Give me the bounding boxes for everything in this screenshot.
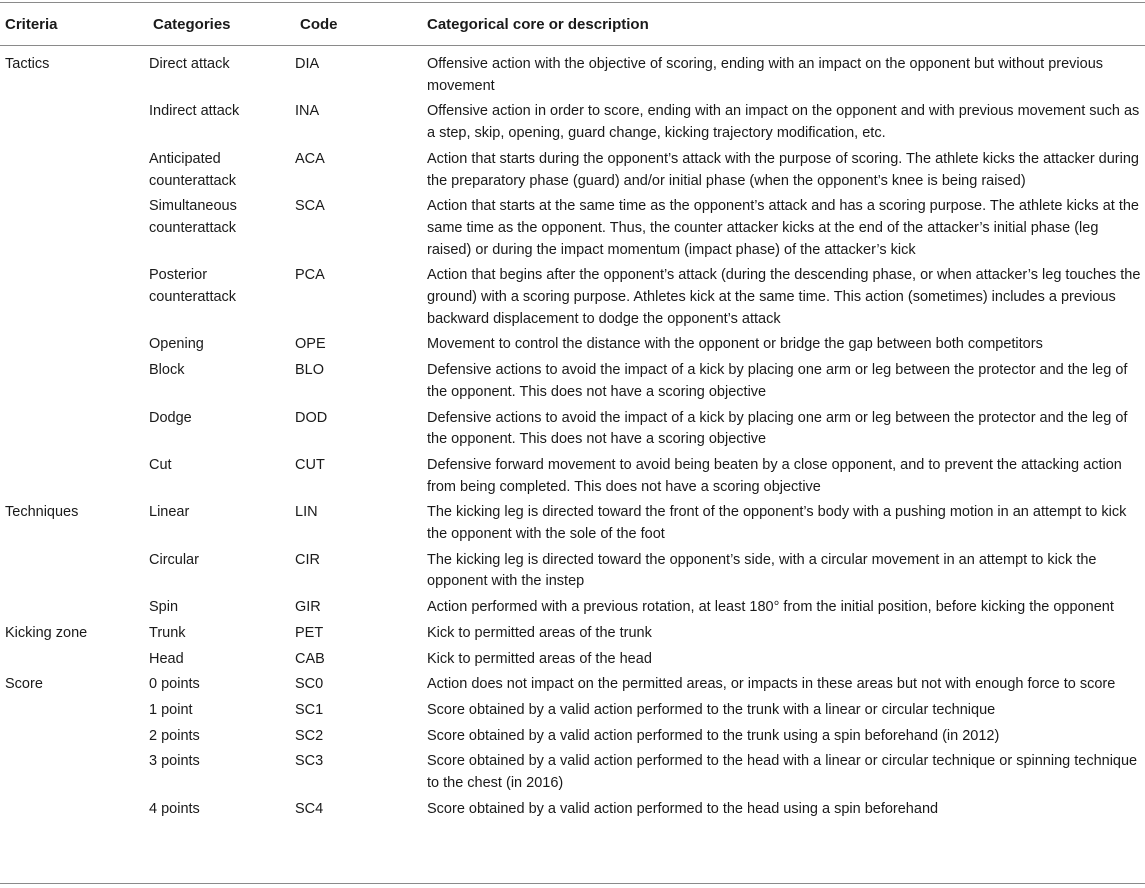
description-cell: Kick to permitted areas of the trunk [427,624,652,641]
code-cell: SC0 [295,676,324,693]
code-cell: OPE [295,336,326,353]
table-row [0,619,1145,645]
table-row [0,696,1145,722]
code-cell: INA [295,103,320,120]
description-cell: Defensive forward movement to avoid being beaten by a close opponent, and to prevent the attacking action from being completed. This does not have a scoring objective [427,456,1122,495]
criteria-table [0,3,1145,821]
description-cell: Action that starts at the same time as the opponent’s attack and has a scoring purpose. The athlete kicks at the same time as the opponent. Thus, the counter attacker kicks at the end of the attacker’s initial phase (leg raised) or during the impact momentum (impact phase) of the attacker’s kick [427,198,1139,258]
header-categories: Categories [153,15,231,33]
criteria-cell [0,356,148,403]
criteria-cell [0,795,148,821]
category-cell: 0 points [149,676,200,693]
table-row [0,356,1145,403]
bottom-rule [0,883,1145,884]
code-cell: CUT [295,456,325,473]
category-cell: 3 points [149,753,200,770]
category-cell: Cut [149,456,172,473]
category-cell [148,97,295,144]
table-row [0,192,1145,261]
code-cell: PET [295,624,324,641]
description-cell: Action does not impact on the permitted areas, or impacts in these areas but not with enough force to score [427,676,1116,693]
header-row [0,3,1145,45]
code-cell: SC2 [295,727,324,744]
description-cell: Score obtained by a valid action performed to the trunk with a linear or circular technique [427,701,996,718]
criteria-cell [0,645,148,671]
code-cell: GIR [295,599,321,616]
category-label: Anticipated counterattack [149,150,237,189]
category-cell: Linear [149,504,190,521]
criteria-cell: Score [5,676,43,693]
table-body [0,45,1145,821]
code-cell: PCA [295,267,325,284]
header-code: Code [300,15,338,33]
code-cell: SCA [295,198,325,215]
description-cell: Score obtained by a valid action performed to the head with a linear or circular technique or spinning technique to the chest (in 2016) [427,753,1138,792]
category-cell: Dodge [149,409,192,426]
category-cell: 1 point [149,701,193,718]
criteria-cell [0,97,148,144]
description-cell: Action that begins after the opponent’s attack (during the descending phase, or when attacker’s leg touches the ground) with a scoring purpose. Athletes kick at the same time. This action (sometimes) includes a previous backward displacement to dodge the opponent’s attack [427,267,1141,327]
code-cell: CIR [295,551,320,568]
table-row [0,261,1145,330]
category-cell: Trunk [149,624,186,641]
code-cell: LIN [295,504,318,521]
code-cell: CAB [295,650,325,667]
criteria-cell [0,451,148,498]
criteria-cell [0,593,148,619]
code-cell: SC1 [295,701,324,718]
table-row [0,645,1145,671]
description-cell: The kicking leg is directed toward the opponent’s side, with a circular movement in an attempt to kick the opponent with the instep [427,551,1097,590]
table-row [0,722,1145,748]
code-cell: SC3 [295,753,324,770]
description-cell: Defensive actions to avoid the impact of a kick by placing one arm or leg between the protector and the leg of the opponent. This does not have a scoring objective [427,409,1128,448]
description-cell: Movement to control the distance with the opponent or bridge the gap between both competitors [427,336,1043,353]
description-cell: Action performed with a previous rotation, at least 180° from the initial position, before kicking the opponent [427,599,1114,616]
criteria-cell [0,145,148,192]
criteria-cell [0,722,148,748]
description-cell: Kick to permitted areas of the head [427,650,652,667]
category-label: Indirect attack [149,103,240,120]
header-description: Categorical core or description [427,15,649,33]
header-criteria: Criteria [5,15,58,33]
table-row [0,330,1145,356]
code-cell: DIA [295,56,320,72]
criteria-cell: Tactics [5,56,50,72]
category-cell: 4 points [149,800,200,817]
category-cell: Opening [149,336,204,353]
criteria-cell: Kicking zone [5,624,88,641]
criteria-cell [0,192,148,261]
table-row [0,404,1145,451]
description-cell: Defensive actions to avoid the impact of a kick by placing one arm or leg between the protector and the leg of the opponent. This does not have a scoring objective [427,362,1128,400]
category-cell [148,145,295,192]
table-row [0,498,1145,545]
category-cell: 2 points [149,727,200,744]
criteria-cell [0,747,148,794]
criteria-cell [0,696,148,722]
description-cell: Score obtained by a valid action performed to the trunk using a spin beforehand (in 2012) [427,727,1000,744]
table-row [0,795,1145,821]
description-cell: Offensive action in order to score, ending with an impact on the opponent and with previous movement such as a step, skip, opening, guard change, kicking trajectory modification, etc. [427,103,1140,142]
criteria-cell [0,404,148,451]
category-cell [148,45,295,97]
criteria-cell [0,261,148,330]
table-row [0,593,1145,619]
table-row [0,451,1145,498]
table-row [0,45,1145,97]
description-cell: Offensive action with the objective of scoring, ending with an impact on the opponent but without previous movement [427,56,1104,94]
category-cell: Block [149,362,185,379]
category-label: Posterior counterattack [149,267,237,306]
code-cell: ACA [295,150,325,167]
category-cell [148,261,295,330]
code-cell: DOD [295,409,328,426]
table-row [0,670,1145,696]
category-label: Simultaneous counterattack [149,198,237,236]
category-cell: Spin [149,599,179,616]
table-row [0,747,1145,794]
description-cell: The kicking leg is directed toward the front of the opponent’s body with a pushing motion in an attempt to kick the opponent with the sole of the foot [427,504,1127,543]
code-cell: BLO [295,362,325,379]
category-cell: Head [149,650,184,667]
code-cell: SC4 [295,800,324,817]
table-row [0,145,1145,192]
category-label: Direct attack [149,56,230,72]
category-cell: Circular [149,551,199,568]
description-cell: Score obtained by a valid action performed to the head using a spin beforehand [427,800,939,817]
table-row [0,546,1145,593]
description-cell: Action that starts during the opponent’s attack with the purpose of scoring. The athlete kicks the attacker during the preparatory phase (guard) and/or initial phase (when the opponent’s knee is being raised) [427,150,1139,189]
table-row [0,97,1145,144]
criteria-cell [0,330,148,356]
criteria-cell [0,546,148,593]
category-cell [148,192,295,261]
criteria-cell: Techniques [5,504,79,521]
